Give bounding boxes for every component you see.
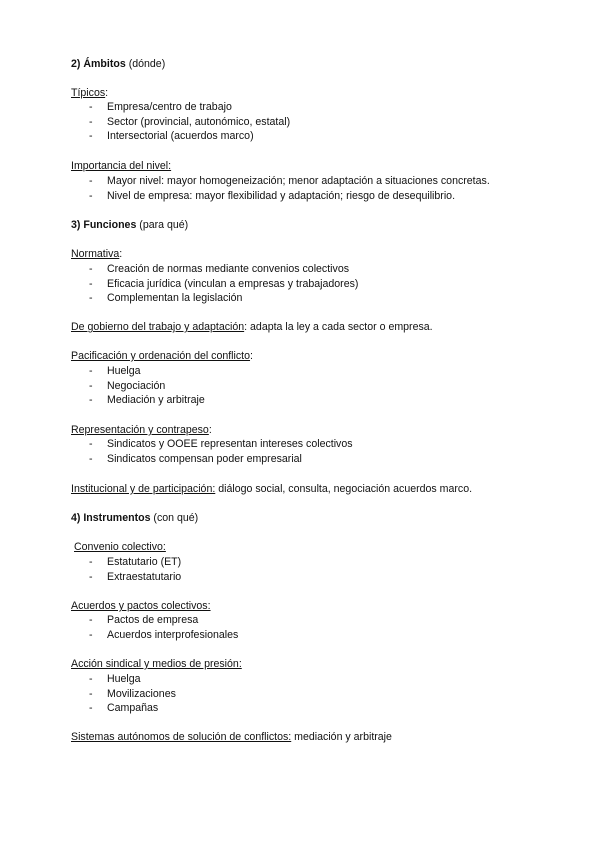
list-item-text: Negociación [107,379,166,392]
dash-bullet: - [89,130,93,143]
list-item [71,437,560,452]
list-item-text: Eficacia jurídica (vinculan a empresas y trabajadores) [107,277,359,290]
list-item-text: Sector (provincial, autonómico, estatal) [107,115,291,128]
list-item-text: Sindicatos y OOEE representan intereses colectivos [107,438,353,450]
list-item [71,364,560,379]
list-item [71,452,560,467]
heading-ambitos [71,57,560,72]
convenio-label-line [74,540,560,555]
list-item-text: Huelga [107,673,141,685]
list-item-text: Mayor nivel: mayor homogeneización; menor adaptación a situaciones concretas. [107,175,490,187]
list-item-text: Extraestatutario [107,570,182,583]
list-item [71,100,560,115]
gobierno-label: De gobierno del trabajo y adaptación [71,321,245,333]
list-item [71,701,560,716]
accion-list [71,672,560,716]
representacion-label: Representación y contrapeso [71,424,209,436]
list-item-text: Empresa/centro de trabajo [107,101,232,113]
sistemas-label: Sistemas autónomos de solución de conflictos: [71,731,292,743]
list-item-text: Nivel de empresa: mayor flexibilidad y adaptación; riesgo de desequilibrio. [107,189,456,202]
list-item [71,613,560,628]
list-item [71,379,560,394]
list-item [71,628,560,643]
heading-funciones-subtitle: (para qué) [139,219,189,231]
dash-bullet: - [89,394,93,407]
list-item-text: Creación de normas mediante convenios colectivos [107,263,350,275]
list-item [71,687,560,702]
heading-ambitos-subtitle: (dónde) [128,58,166,70]
dash-bullet: - [89,628,93,641]
dash-bullet: - [89,175,93,187]
representacion-list [71,437,560,466]
list-item [71,115,560,130]
dash-bullet: - [89,438,93,450]
tipicos-colon: : [105,87,109,99]
normativa-list [71,262,560,306]
dash-bullet: - [89,687,93,700]
institucional-label: Institucional y de participación: [71,483,216,495]
dash-bullet: - [89,379,93,392]
dash-bullet: - [89,101,93,113]
dash-bullet: - [89,702,93,715]
list-item-text: Movilizaciones [107,687,176,700]
dash-bullet: - [89,556,93,568]
normativa-label-line [71,247,560,262]
importancia-label: Importancia del nivel: [71,160,172,172]
dash-bullet: - [89,277,93,290]
dash-bullet: - [89,452,93,465]
convenio-list [71,555,560,584]
list-item-text: Mediación y arbitraje [107,394,205,407]
pacificacion-label-line [71,349,560,364]
list-item [71,570,560,585]
normativa-colon: : [119,248,123,260]
gobierno-text: : adapta la ley a cada sector o empresa. [244,321,433,333]
acuerdos-list [71,613,560,642]
importancia-label-line [71,159,560,174]
list-item [71,189,560,204]
list-item-text: Huelga [107,365,141,377]
list-item [71,393,560,408]
list-item [71,262,560,277]
list-item [71,672,560,687]
list-item-text: Campañas [107,702,159,715]
list-item [71,277,560,292]
heading-instrumentos [71,511,560,526]
list-item-text: Estatutario (ET) [107,556,182,568]
pacificacion-list [71,364,560,408]
heading-instrumentos-title: 4) Instrumentos [71,512,151,524]
dash-bullet: - [89,263,93,275]
heading-funciones-title: 3) Funciones [71,219,137,231]
list-item [71,129,560,144]
heading-instrumentos-subtitle: (con qué) [153,512,199,524]
gobierno-line [71,320,560,335]
heading-ambitos-title: 2) Ámbitos [71,58,126,70]
dash-bullet: - [89,570,93,583]
list-item [71,291,560,306]
list-item-text: Intersectorial (acuerdos marco) [107,130,254,143]
accion-label: Acción sindical y medios de presión: [71,658,242,670]
importancia-list [71,174,560,203]
representacion-label-line [71,423,560,438]
tipicos-label-line [71,86,560,101]
dash-bullet: - [89,673,93,685]
acuerdos-label-line [71,599,560,614]
list-item [71,555,560,570]
sistemas-line [71,730,560,745]
pacificacion-colon: : [250,350,253,362]
institucional-text: diálogo social, consulta, negociación acuerdos marco. [215,483,473,495]
tipicos-list [71,100,560,144]
representacion-colon: : [208,424,212,436]
list-item-text: Pactos de empresa [107,614,199,626]
list-item [71,174,560,189]
list-item-text: Sindicatos compensan poder empresarial [107,452,302,465]
normativa-label: Normativa [71,248,120,260]
list-item-text: Complementan la legislación [107,292,243,305]
dash-bullet: - [89,365,93,377]
dash-bullet: - [89,115,93,128]
pacificacion-label: Pacificación y ordenación del conflicto [71,350,251,362]
tipicos-label: Típicos [71,87,106,99]
heading-funciones [71,218,560,233]
dash-bullet: - [89,614,93,626]
list-item-text: Acuerdos interprofesionales [107,628,239,641]
institucional-line [71,482,560,497]
dash-bullet: - [89,189,93,202]
dash-bullet: - [89,292,93,305]
sistemas-text: mediación y arbitraje [291,731,392,743]
acuerdos-label: Acuerdos y pactos colectivos: [71,600,211,612]
convenio-label: Convenio colectivo: [74,541,166,553]
accion-label-line [71,657,560,672]
